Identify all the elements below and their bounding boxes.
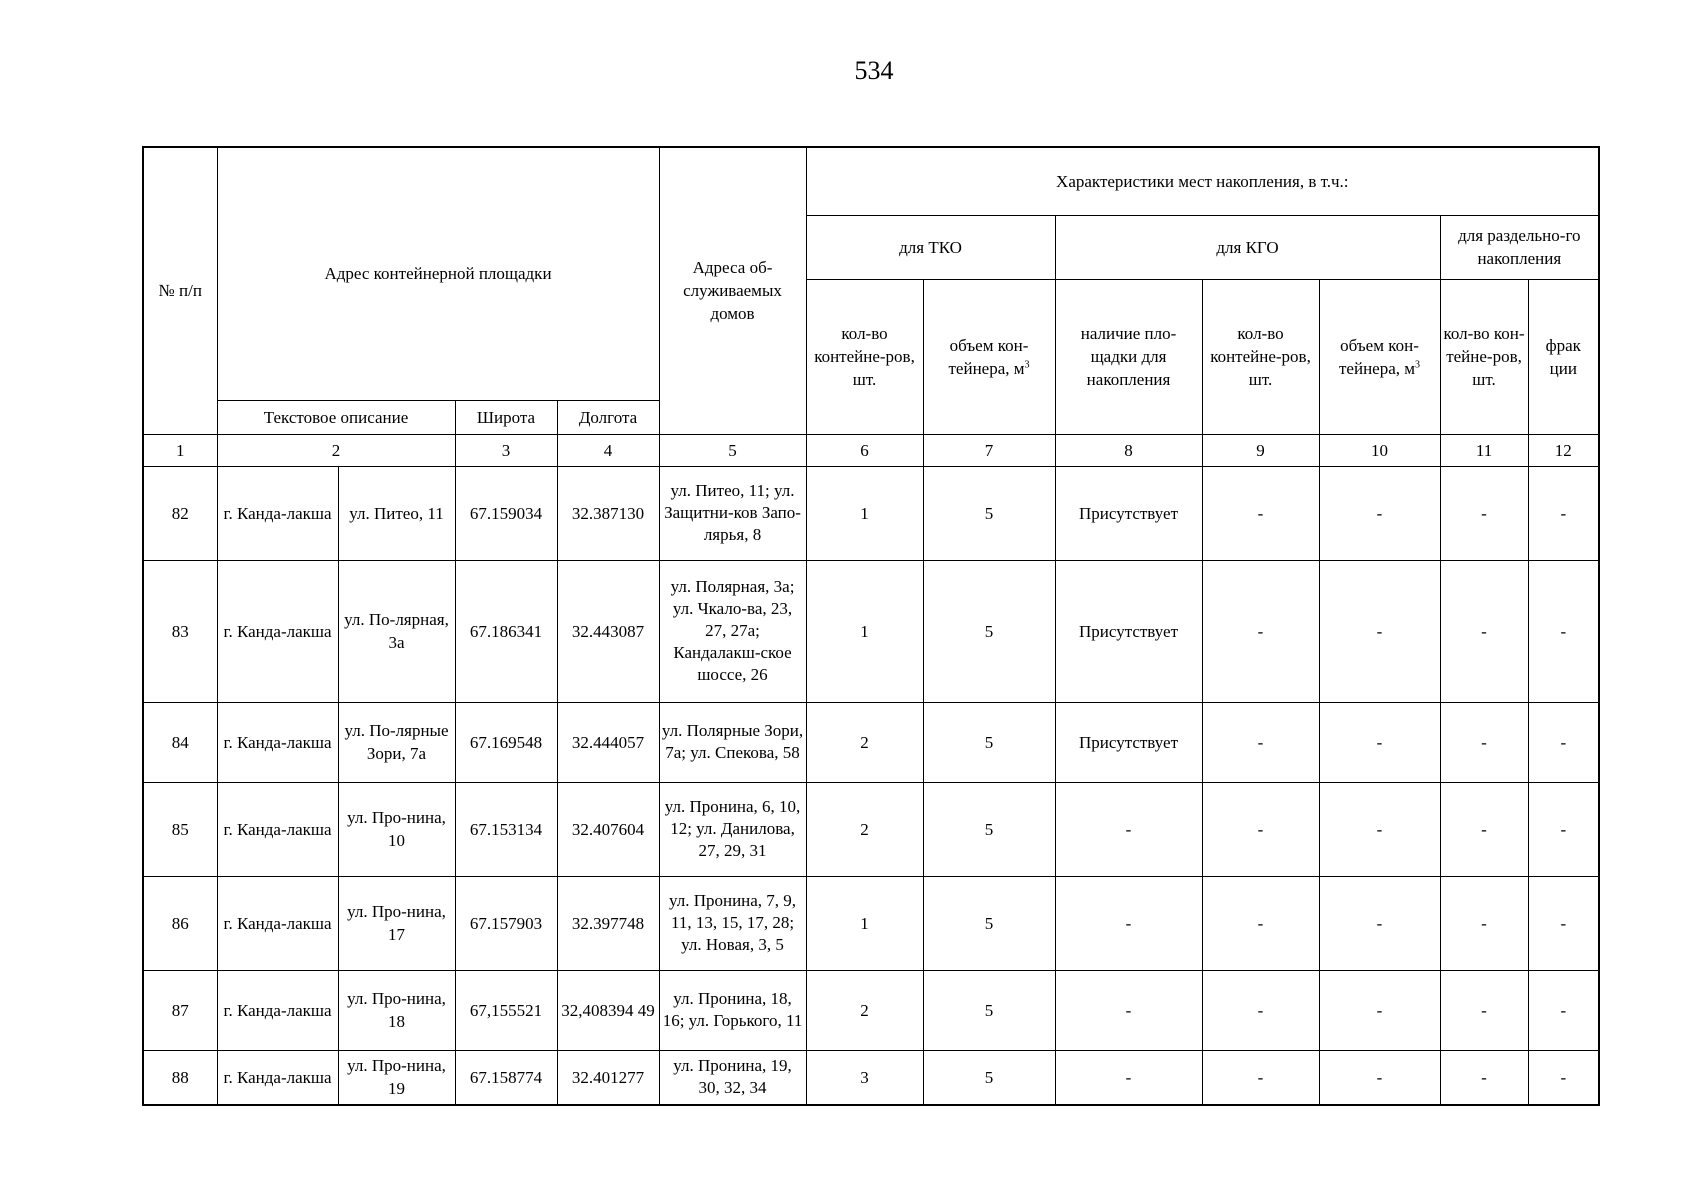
- city-cell: г. Канда-лакша: [217, 1050, 338, 1105]
- tko-count-cell: 2: [806, 702, 923, 782]
- kgo-site-cell: -: [1055, 1050, 1202, 1105]
- kgo-site-cell: -: [1055, 782, 1202, 876]
- tko-count-cell: 1: [806, 560, 923, 702]
- latitude-cell: 67.153134: [455, 782, 557, 876]
- kgo-volume-cell: -: [1319, 782, 1440, 876]
- city-cell: г. Канда-лакша: [217, 876, 338, 970]
- separate-count-cell: -: [1440, 1050, 1528, 1105]
- kgo-count-cell: -: [1202, 466, 1319, 560]
- longitude-cell: 32.407604: [557, 782, 659, 876]
- served-houses-cell: ул. Полярные Зори, 7а; ул. Спекова, 58: [659, 702, 806, 782]
- fraction-cell: -: [1528, 876, 1599, 970]
- col-number: 12: [1528, 434, 1599, 466]
- kgo-volume-cell: -: [1319, 1050, 1440, 1105]
- separate-count-cell: -: [1440, 466, 1528, 560]
- row-number: 87: [143, 970, 217, 1050]
- header-characteristics: Характеристики мест накопления, в т.ч.:: [806, 147, 1599, 215]
- kgo-site-cell: Присутствует: [1055, 560, 1202, 702]
- tko-count-cell: 2: [806, 782, 923, 876]
- separate-count-cell: -: [1440, 782, 1528, 876]
- kgo-count-cell: -: [1202, 782, 1319, 876]
- served-houses-cell: ул. Полярная, 3а; ул. Чкало-ва, 23, 27, 27а; Кандалакш-ское шоссе, 26: [659, 560, 806, 702]
- kgo-site-cell: Присутствует: [1055, 702, 1202, 782]
- kgo-volume-cell: -: [1319, 466, 1440, 560]
- street-cell: ул. Про-нина, 18: [338, 970, 455, 1050]
- header-tko-volume: [923, 279, 1055, 434]
- row-number: 84: [143, 702, 217, 782]
- row-number: 82: [143, 466, 217, 560]
- latitude-cell: 67.186341: [455, 560, 557, 702]
- header-kgo-site: наличие пло-щадки для накопления: [1055, 279, 1202, 434]
- kgo-site-cell: Присутствует: [1055, 466, 1202, 560]
- kgo-count-cell: -: [1202, 1050, 1319, 1105]
- latitude-cell: 67,155521: [455, 970, 557, 1050]
- header-separate: для раздельно-го накопления: [1440, 215, 1599, 279]
- row-number: 85: [143, 782, 217, 876]
- separate-count-cell: -: [1440, 970, 1528, 1050]
- street-cell: ул. По-лярные Зори, 7а: [338, 702, 455, 782]
- separate-count-cell: -: [1440, 876, 1528, 970]
- col-number: 8: [1055, 434, 1202, 466]
- separate-count-cell: -: [1440, 560, 1528, 702]
- served-houses-cell: ул. Пронина, 6, 10, 12; ул. Данилова, 27, 29, 31: [659, 782, 806, 876]
- header-address: Адрес контейнерной площадки: [217, 147, 659, 400]
- fraction-cell: -: [1528, 560, 1599, 702]
- street-cell: ул. Про-нина, 19: [338, 1050, 455, 1105]
- header-separate-count: кол-во кон-тейне-ров, шт.: [1440, 279, 1528, 434]
- kgo-volume-cell: -: [1319, 970, 1440, 1050]
- fraction-cell: -: [1528, 702, 1599, 782]
- served-houses-cell: ул. Питео, 11; ул. Защитни-ков Запо-лярья, 8: [659, 466, 806, 560]
- city-cell: г. Канда-лакша: [217, 782, 338, 876]
- kgo-site-cell: -: [1055, 970, 1202, 1050]
- volume-label: объем кон-тейнера, м: [948, 335, 1029, 378]
- tko-volume-cell: 5: [923, 970, 1055, 1050]
- col-number: 11: [1440, 434, 1528, 466]
- tko-count-cell: 2: [806, 970, 923, 1050]
- city-cell: г. Канда-лакша: [217, 466, 338, 560]
- header-kgo-count: кол-во контейне-ров, шт.: [1202, 279, 1319, 434]
- longitude-cell: 32,408394 49: [557, 970, 659, 1050]
- kgo-site-cell: -: [1055, 876, 1202, 970]
- col-number: 1: [143, 434, 217, 466]
- served-houses-cell: ул. Пронина, 19, 30, 32, 34: [659, 1050, 806, 1105]
- header-kgo: для КГО: [1055, 215, 1440, 279]
- table-row: [143, 560, 1599, 702]
- longitude-cell: 32.397748: [557, 876, 659, 970]
- latitude-cell: 67.169548: [455, 702, 557, 782]
- city-cell: г. Канда-лакша: [217, 560, 338, 702]
- kgo-count-cell: -: [1202, 970, 1319, 1050]
- tko-volume-cell: 5: [923, 466, 1055, 560]
- header-tko-count: кол-во контейне-ров, шт.: [806, 279, 923, 434]
- col-number: 3: [455, 434, 557, 466]
- latitude-cell: 67.159034: [455, 466, 557, 560]
- volume-exponent: 3: [1024, 358, 1030, 370]
- street-cell: ул. Про-нина, 17: [338, 876, 455, 970]
- fraction-cell: -: [1528, 466, 1599, 560]
- tko-count-cell: 3: [806, 1050, 923, 1105]
- separate-count-cell: -: [1440, 702, 1528, 782]
- header-kgo-volume: [1319, 279, 1440, 434]
- col-number: 10: [1319, 434, 1440, 466]
- tko-volume-cell: 5: [923, 1050, 1055, 1105]
- volume-label: объем кон-тейнера, м: [1339, 335, 1419, 378]
- kgo-volume-cell: -: [1319, 702, 1440, 782]
- tko-volume-cell: 5: [923, 876, 1055, 970]
- container-sites-table: [142, 146, 1600, 1106]
- longitude-cell: 32.401277: [557, 1050, 659, 1105]
- table-row: [143, 970, 1599, 1050]
- served-houses-cell: ул. Пронина, 18, 16; ул. Горького, 11: [659, 970, 806, 1050]
- tko-volume-cell: 5: [923, 782, 1055, 876]
- latitude-cell: 67.158774: [455, 1050, 557, 1105]
- col-number: 6: [806, 434, 923, 466]
- city-cell: г. Канда-лакша: [217, 702, 338, 782]
- longitude-cell: 32.443087: [557, 560, 659, 702]
- fraction-cell: -: [1528, 1050, 1599, 1105]
- row-number: 83: [143, 560, 217, 702]
- kgo-count-cell: -: [1202, 876, 1319, 970]
- tko-volume-cell: 5: [923, 702, 1055, 782]
- col-number: 5: [659, 434, 806, 466]
- header-longitude: Долгота: [557, 400, 659, 434]
- table-row: [143, 782, 1599, 876]
- page-number: 534: [854, 56, 894, 85]
- tko-count-cell: 1: [806, 466, 923, 560]
- col-number: 7: [923, 434, 1055, 466]
- street-cell: ул. По-лярная, 3а: [338, 560, 455, 702]
- header-num: № п/п: [143, 147, 217, 434]
- table-row: [143, 1050, 1599, 1105]
- table-row: [143, 876, 1599, 970]
- row-number: 88: [143, 1050, 217, 1105]
- col-number: 9: [1202, 434, 1319, 466]
- street-cell: ул. Про-нина, 10: [338, 782, 455, 876]
- street-cell: ул. Питео, 11: [338, 466, 455, 560]
- tko-count-cell: 1: [806, 876, 923, 970]
- longitude-cell: 32.444057: [557, 702, 659, 782]
- header-fraction: фрак ции: [1528, 279, 1599, 434]
- tko-volume-cell: 5: [923, 560, 1055, 702]
- col-number: 4: [557, 434, 659, 466]
- kgo-volume-cell: -: [1319, 876, 1440, 970]
- table-row: [143, 702, 1599, 782]
- kgo-count-cell: -: [1202, 560, 1319, 702]
- header-latitude: Широта: [455, 400, 557, 434]
- col-number: 2: [217, 434, 455, 466]
- kgo-volume-cell: -: [1319, 560, 1440, 702]
- served-houses-cell: ул. Пронина, 7, 9, 11, 13, 15, 17, 28; ул. Новая, 3, 5: [659, 876, 806, 970]
- row-number: 86: [143, 876, 217, 970]
- fraction-cell: -: [1528, 782, 1599, 876]
- fraction-cell: -: [1528, 970, 1599, 1050]
- volume-exponent: 3: [1415, 358, 1421, 370]
- latitude-cell: 67.157903: [455, 876, 557, 970]
- city-cell: г. Канда-лакша: [217, 970, 338, 1050]
- header-served-houses: Адреса об-служиваемых домов: [659, 147, 806, 434]
- header-tko: для ТКО: [806, 215, 1055, 279]
- header-text-description: Текстовое описание: [217, 400, 455, 434]
- table-row: [143, 466, 1599, 560]
- longitude-cell: 32.387130: [557, 466, 659, 560]
- kgo-count-cell: -: [1202, 702, 1319, 782]
